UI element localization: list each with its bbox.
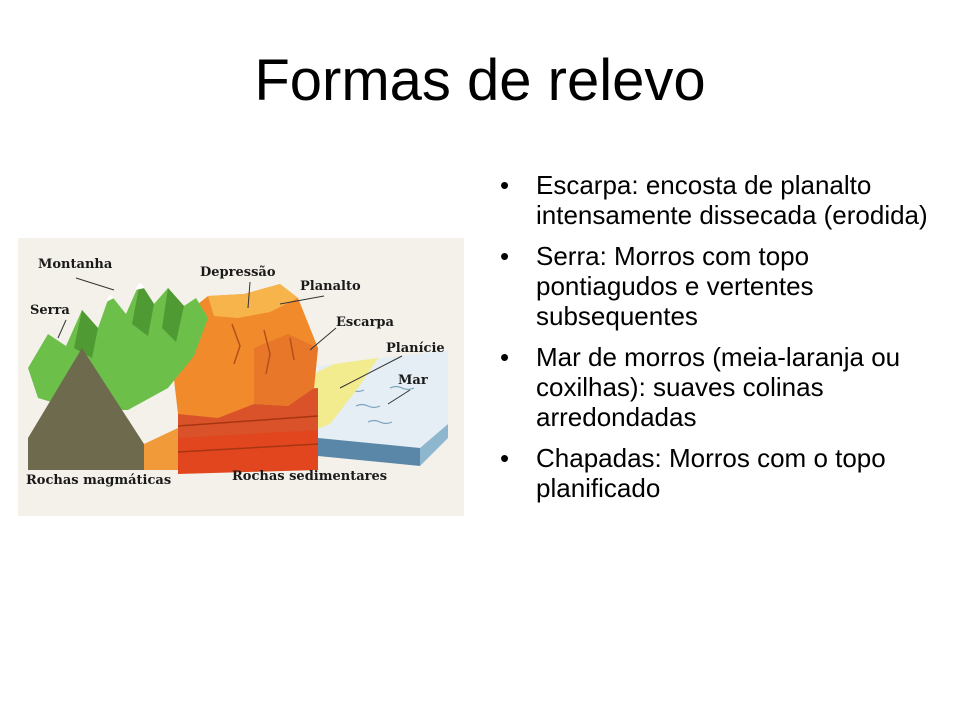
label-serra: Serra [30,303,70,318]
label-planalto: Planalto [300,279,361,294]
bullet-item [498,170,938,230]
bullet-dot-icon: • [500,443,510,473]
label-escarpa: Escarpa [336,315,394,330]
label-rochas-sedimentares: Rochas sedimentares [232,469,388,484]
bullet-text: Serra: Morros com topo pontiagudos e vertentes subsequentes [536,241,814,331]
bullet-list [498,170,938,514]
slide-title: Formas de relevo [254,48,706,113]
bullet-dot-icon: • [500,170,510,200]
relief-diagram-illustration [18,238,464,516]
bullet-item [498,443,938,503]
bullet-text: Escarpa: encosta de planalto intensamente dissecada (erodida) [536,170,928,230]
label-depressao: Depressão [200,265,276,280]
bullet-item [498,241,938,331]
bullet-dot-icon: • [500,342,510,372]
bullet-text: Chapadas: Morros com o topo planificado [536,443,886,503]
label-mar: Mar [398,373,428,388]
bullet-item [498,342,938,432]
label-rochas-magmaticas: Rochas magmáticas [26,473,172,488]
label-montanha: Montanha [38,257,113,272]
bullet-text: Mar de morros (meia-laranja ou coxilhas): suaves colinas arredondadas [536,342,901,432]
label-planicie: Planície [386,341,445,356]
relief-diagram [18,238,464,516]
bullet-dot-icon: • [500,241,510,271]
